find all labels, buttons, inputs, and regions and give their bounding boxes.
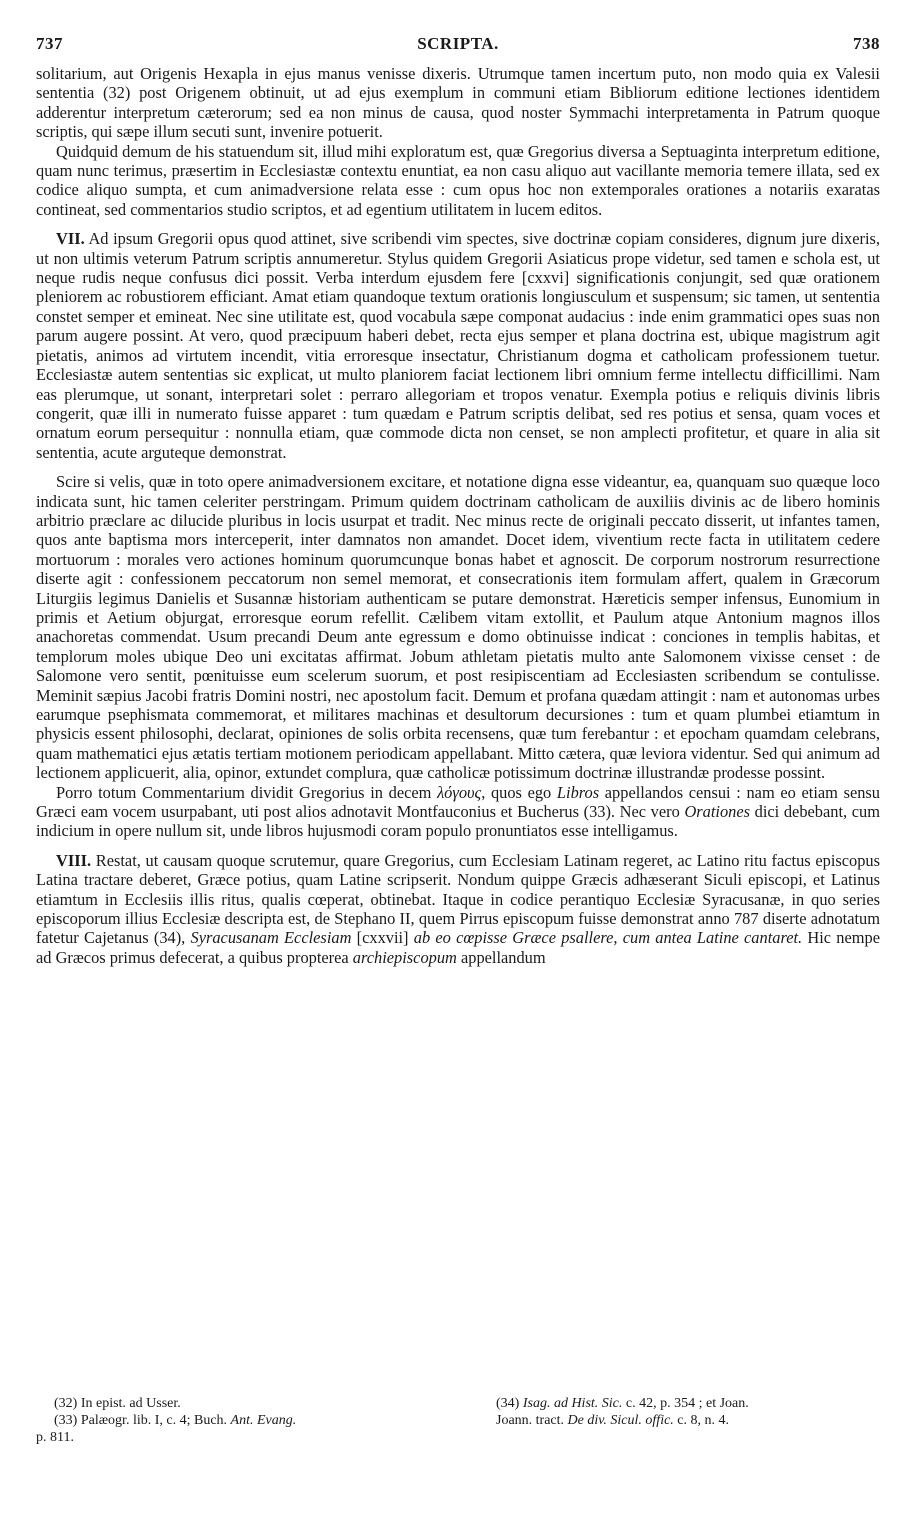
italic-title: De div. Sicul. offic.: [567, 1412, 674, 1428]
footnote-34-cont: [496, 1413, 916, 1430]
paragraph: Quidquid demum de his statuendum sit, illud mihi exploratum est, quæ Gregorius diversa a Septuaginta interpretum editione, quam nunc terimus, præsertim in Ecclesiastæ contextu enuntiat, ea non casu aliquo aut vacillante memoria temere illata, sed ex codice aliquo sumpta, et cum animadversione relata esse : cum opus hoc non extemporales orationes a notariis exaratas contineat, sed commentarios studio scriptos, et ad egentium utilitatem in lucem editos.: [36, 141, 880, 219]
section-viii: [36, 851, 880, 967]
page-header: [36, 34, 880, 58]
main-text: [36, 64, 880, 967]
italic-term: Libros: [556, 782, 600, 802]
italic-quote: ab eo cœpisse Græce psallere, cum antea Latine cantaret.: [413, 928, 803, 948]
text-run: Joann. tract.: [496, 1412, 568, 1428]
section-number: VII.: [56, 229, 85, 249]
section-vii: [36, 229, 880, 462]
italic-title: Isag. ad Hist. Sic.: [522, 1396, 623, 1411]
italic-title: Ant. Evang.: [230, 1412, 297, 1428]
text-run: , quos ego: [481, 782, 557, 802]
paragraph: [36, 783, 880, 841]
section-text: Ad ipsum Gregorii opus quod attinet, sive scribendi vim spectes, sive doctrinæ copiam consideres, dignum jure dixeris, ut non ultimis veterum Patrum scriptis annumeretur. Stylus quidem Gregorii Asiaticus prope videtur, sed tamen e schola est, ut neque rudis neque confusus dici possit. Verba interdum ejusdem fere [cxxvi] significationis conjungit, sed quæ orationem pleniorem ac robustiorem efficiant. Amat etiam quandoque textum orationis longiusculum et suspensum; sic tamen, ut sententia constet semper et emineat. Nec sine utilitate est, quod vocabula sæpe componat audacius : inde enim grammatici opes suas non parum augere possint. At vero, quod præcipuum haberi debet, recta ejus semper et plana doctrina est, ubique magistrum agit pietatis, animos ad virtutem incendit, vitia erroresque insectatur, Christianum dogma et catholicam professionem tuetur. Ecclesiastæ autem sententias sic explicat, ut multo planiorem faciat lectionem libri omnium ferme intellectu difficillimi. Nam eas plerumque, ut sonant, interpretari solet : perraro allegoriam et tropos venatur. Exempla potius e reliquis divinis libris congerit, quæ illi in numerato fuisse apparet : tum quædam e Patrum scriptis delibat, sed res potius et sensa, quam voces et ornatum eorum persequitur : nonnulla etiam, quæ commode dicta non censet, se non amplecti profitetur, et quare in alia sit sententia, acute arguteque demonstrat.: [36, 229, 880, 462]
footnote-34: [496, 1396, 916, 1413]
text-run: dici debebant, cum indicium in opere nullum sit, unde libros hujusmodi coram populo pronuntiatos esse intelligamus.: [36, 802, 880, 841]
italic-term: archiepiscopum: [352, 947, 457, 967]
paragraph-continuation: solitarium, aut Origenis Hexapla in ejus manus venisse dixeris. Utrumque tamen incertum puto, non modo quia ex Valesii sententia (32) post Origenem obtinuit, ut ad ejus exemplum in communi etiam Bibliorum editione lectiones identidem adderentur interpretum cæterorum; sed ea non minus de causa, quod noster Symmachi interpretamenta in Patrum quoque scriptis, qui sæpe illum secuti sunt, invenire potuerit.: [36, 64, 880, 142]
footnotes-left: [54, 1396, 464, 1429]
text-run: c. 42, p. 354 ; et Joan.: [622, 1396, 749, 1411]
paragraph: Scire si velis, quæ in toto opere animadversionem excitare, et notatione digna esse videantur, ea, quanquam suo quæque loco indicata sunt, hic tamen celeriter perstringam. Primum quidem doctrinam catholicam de auxiliis divinis ac de libero hominis arbitrio præclare ac dilucide pluribus in locis usurpat et tradit. Nec minus recte de originali peccato disserit, ut infantes tamen, quos ante baptisma mors interceperit, inter damnatos non amandet. Docet idem, viventium recte facta in utilitatem cedere mortuorum : morales vero actiones hominum quorumcunque bonas habet et agnoscit. De corporum nostrorum resurrectione diserte agit : confessionem peccatorum non semel memorat, et consecrationis item formulam affert, qualem in Græcorum Liturgiis legimus Danielis et Susannæ historiam authenticam se putare demonstrat. Hæreticis semper infensus, Eunomium in primis et Aetium objurgat, erroresque eorum refellit. Cælibem vitam extollit, et Paulum atque Antonium magnos illos anachoretas commendat. Usum precandi Deum ante egressum e domo obtinuisse indicat : conciones in templis habitas, et templorum moles ubique Deo uni excitatas affirmat. Jobum athletam pietatis multo ante Salomonem vixisse censet : de Salomone vero sentit, pœnituisse eum scelerum suorum, et post resipiscentiam ad Ecclesiasten scribendum se contulisse. Meminit sæpius Jacobi fratris Domini nostri, nec apostolum facit. Demum et profana quædam attingit : nam et autonomas urbes earumque psephismata commemorat, et militares machinas et desultorum decursiones : tum et quam plumbei etiamtum in physicis essent philosophi, declarat, opiniones de solis orbita recensens, quæ tum ferebantur : et epocham quamdam celebrans, quam mathematici ejus ætatis tertiam motionem periodicam appellabant. Mitto cætera, quæ leviora videntur. Sed qui animum ad lectionem applicuerit, alia, opinor, extundet complura, quæ catholicæ potissimum doctrinæ illustrandæ prodesse possint.: [36, 472, 880, 783]
footnote-32: (32) In epist. ad Usser.: [54, 1396, 181, 1411]
italic-term: Orationes: [684, 802, 751, 822]
text-run: Porro totum Commentarium dividit Gregorius in decem: [56, 782, 438, 802]
text-run: (33) Palæogr. lib. I, c. 4; Buch.: [54, 1412, 231, 1428]
italic-quote: Syracusanam Ecclesiam: [190, 928, 352, 948]
greek-word: λόγους: [437, 782, 482, 802]
text-run: (34): [496, 1396, 523, 1411]
page-number-right: 738: [853, 34, 880, 53]
footnote-33: [54, 1413, 464, 1430]
text-run: appellandos censui : nam eo etiam sensu Græci eam vocem usurpabant, uti post alios adnotavit Montfauconius et Bucherus (33). Nec vero: [36, 782, 880, 822]
section-number: VIII.: [56, 850, 92, 870]
running-title: SCRIPTA.: [417, 34, 499, 53]
text-run: Restat, ut causam quoque scrutemur, quare Gregorius, cum Ecclesiam Latinam regeret, ac Latino ritu factus episcopus Latina tractare deberet, Græce potius, quam Latine scripserit. Nondum quippe Græcis adhæserant Siculi episcopi, et Latinus etiamtum in Ecclesiis illis ritus, qualis cœperat, obtinebat. Itaque in codice perantiquo Ecclesiæ Syracusanæ, in quo series episcoporum illius Ecclesiæ descripta est, de Stephano II, quem Pirrus episcopum fuisse demonstrat anno 787 diserte adnotatum fatetur Cajetanus (34),: [36, 850, 880, 948]
footnotes-right: [496, 1396, 916, 1429]
text-run: Hic nempe ad Græcos primus defecerat, a quibus propterea: [36, 928, 880, 967]
footnote-33-cont: p. 811.: [36, 1430, 74, 1445]
text-run: [cxxvii]: [351, 928, 414, 948]
page-number-left: 737: [36, 34, 63, 53]
text-run: appellandum: [456, 947, 546, 967]
text-run: c. 8, n. 4.: [673, 1412, 730, 1428]
